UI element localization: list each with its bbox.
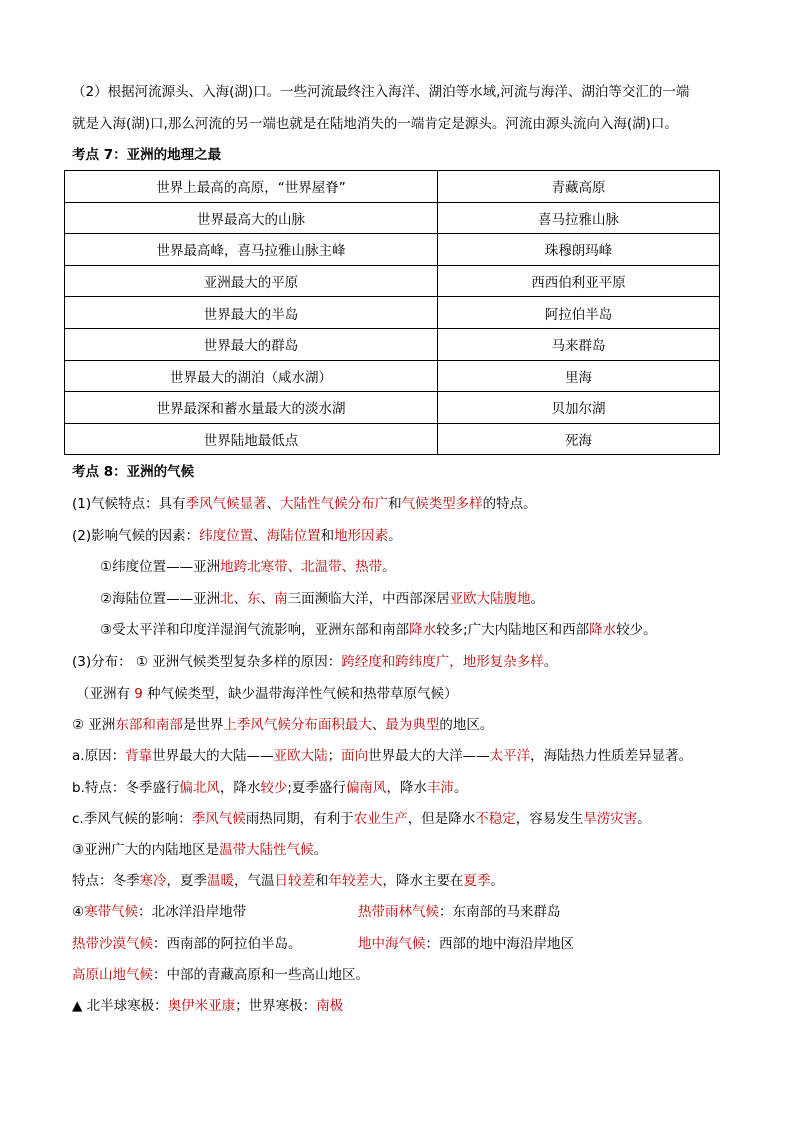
geography-feature: 世界最大的湖泊（咸水湖） bbox=[65, 360, 438, 392]
monsoon-features: b.特点：冬季盛行偏北风，降水较少;夏季盛行偏南风，降水丰沛。 bbox=[72, 780, 468, 796]
geography-answer: 青藏高原 bbox=[438, 171, 720, 203]
rainforest-climate: 热带雨林气候：东南部的马来群岛 bbox=[358, 904, 561, 920]
geography-feature: 世界最大的群岛 bbox=[65, 328, 438, 360]
section-7-title: 考点 7：亚洲的地理之最 bbox=[72, 147, 222, 163]
table-row bbox=[65, 297, 720, 329]
land-sea-position: ②海陆位置——亚洲北、东、南三面濒临大洋，中西部深居亚欧大陆腹地。 bbox=[100, 591, 545, 607]
desert-climate: 热带沙漠气候：西南部的阿拉伯半岛。 bbox=[72, 936, 302, 952]
geography-answer: 阿拉伯半岛 bbox=[438, 297, 720, 329]
highland-climate: 高原山地气候：中部的青藏高原和一些高山地区。 bbox=[72, 967, 369, 983]
geography-answer: 西西伯利亚平原 bbox=[438, 265, 720, 297]
geography-answer: 珠穆朗玛峰 bbox=[438, 234, 720, 266]
climate-types-note: （亚洲有 9 种气候类型，缺少温带海洋性气候和热带草原气候） bbox=[76, 686, 458, 702]
monsoon-region: ② 亚洲东部和南部是世界上季风气候分布面积最大、最为典型的地区。 bbox=[72, 717, 494, 733]
geography-answer: 里海 bbox=[438, 360, 720, 392]
geography-answer: 喜马拉雅山脉 bbox=[438, 202, 720, 234]
geography-feature: 亚洲最大的平原 bbox=[65, 265, 438, 297]
table-row bbox=[65, 392, 720, 424]
geography-feature: 世界上最高的高原，“世界屋脊” bbox=[65, 171, 438, 203]
geography-feature: 世界最高大的山脉 bbox=[65, 202, 438, 234]
geography-feature: 世界最大的半岛 bbox=[65, 297, 438, 329]
intro-line-2: 就是入海(湖)口,那么河流的另一端也就是在陆地消失的一端肯定是源头。河流由源头流向入海(湖)口。 bbox=[72, 116, 678, 132]
asia-geography-table bbox=[64, 170, 720, 455]
cold-poles: ▲ 北半球寒极：奥伊米亚康；世界寒极：南极 bbox=[72, 998, 344, 1014]
table-row bbox=[65, 265, 720, 297]
continental-features: 特点：冬季寒冷，夏季温暖，气温日较差和年较差大，降水主要在夏季。 bbox=[72, 873, 504, 889]
section-8-title: 考点 8：亚洲的气候 bbox=[72, 464, 195, 480]
table-row bbox=[65, 202, 720, 234]
climate-characteristics: (1)气候特点：具有季风气候显著、大陆性气候分布广和气候类型多样的特点。 bbox=[72, 496, 537, 512]
geography-feature: 世界最高峰，喜马拉雅山脉主峰 bbox=[65, 234, 438, 266]
climate-factors: (2)影响气候的因素：纬度位置、海陆位置和地形因素。 bbox=[72, 528, 402, 544]
geography-answer: 贝加尔湖 bbox=[438, 392, 720, 424]
intro-line-1: （2）根据河流源头、入海(湖)口。一些河流最终注入海洋、湖泊等水域,河流与海洋、湖泊等交汇的一端 bbox=[72, 84, 690, 100]
ocean-influence: ③受太平洋和印度洋湿润气流影响，亚洲东部和南部降水较多;广大内陆地区和西部降水较少。 bbox=[100, 622, 657, 638]
geography-feature: 世界陆地最低点 bbox=[65, 423, 438, 455]
mediterranean-climate: 地中海气候：西部的地中海沿岸地区 bbox=[358, 936, 574, 952]
latitude-position: ①纬度位置——亚洲地跨北寒带、北温带、热带。 bbox=[100, 559, 396, 575]
table-row bbox=[65, 171, 720, 203]
geography-answer: 马来群岛 bbox=[438, 328, 720, 360]
continental-climate: ③亚洲广大的内陆地区是温带大陆性气候。 bbox=[72, 842, 328, 858]
table-row bbox=[65, 360, 720, 392]
monsoon-impact: c.季风气候的影响：季风气候雨热同期，有利于农业生产，但是降水不稳定，容易发生旱涝灾害。 bbox=[72, 811, 651, 827]
geography-feature: 世界最深和蓄水量最大的淡水湖 bbox=[65, 392, 438, 424]
table-row bbox=[65, 234, 720, 266]
monsoon-cause: a.原因：背靠世界最大的大陆——亚欧大陆；面向世界最大的大洋——太平洋，海陆热力性质差异显著。 bbox=[72, 748, 693, 764]
frigid-climate: ④寒带气候：北冰洋沿岸地带 bbox=[72, 904, 247, 920]
table-row bbox=[65, 328, 720, 360]
geography-answer: 死海 bbox=[438, 423, 720, 455]
distribution-line: (3)分布： ① 亚洲气候类型复杂多样的原因：跨经度和跨纬度广，地形复杂多样。 bbox=[72, 654, 558, 670]
table-row bbox=[65, 423, 720, 455]
